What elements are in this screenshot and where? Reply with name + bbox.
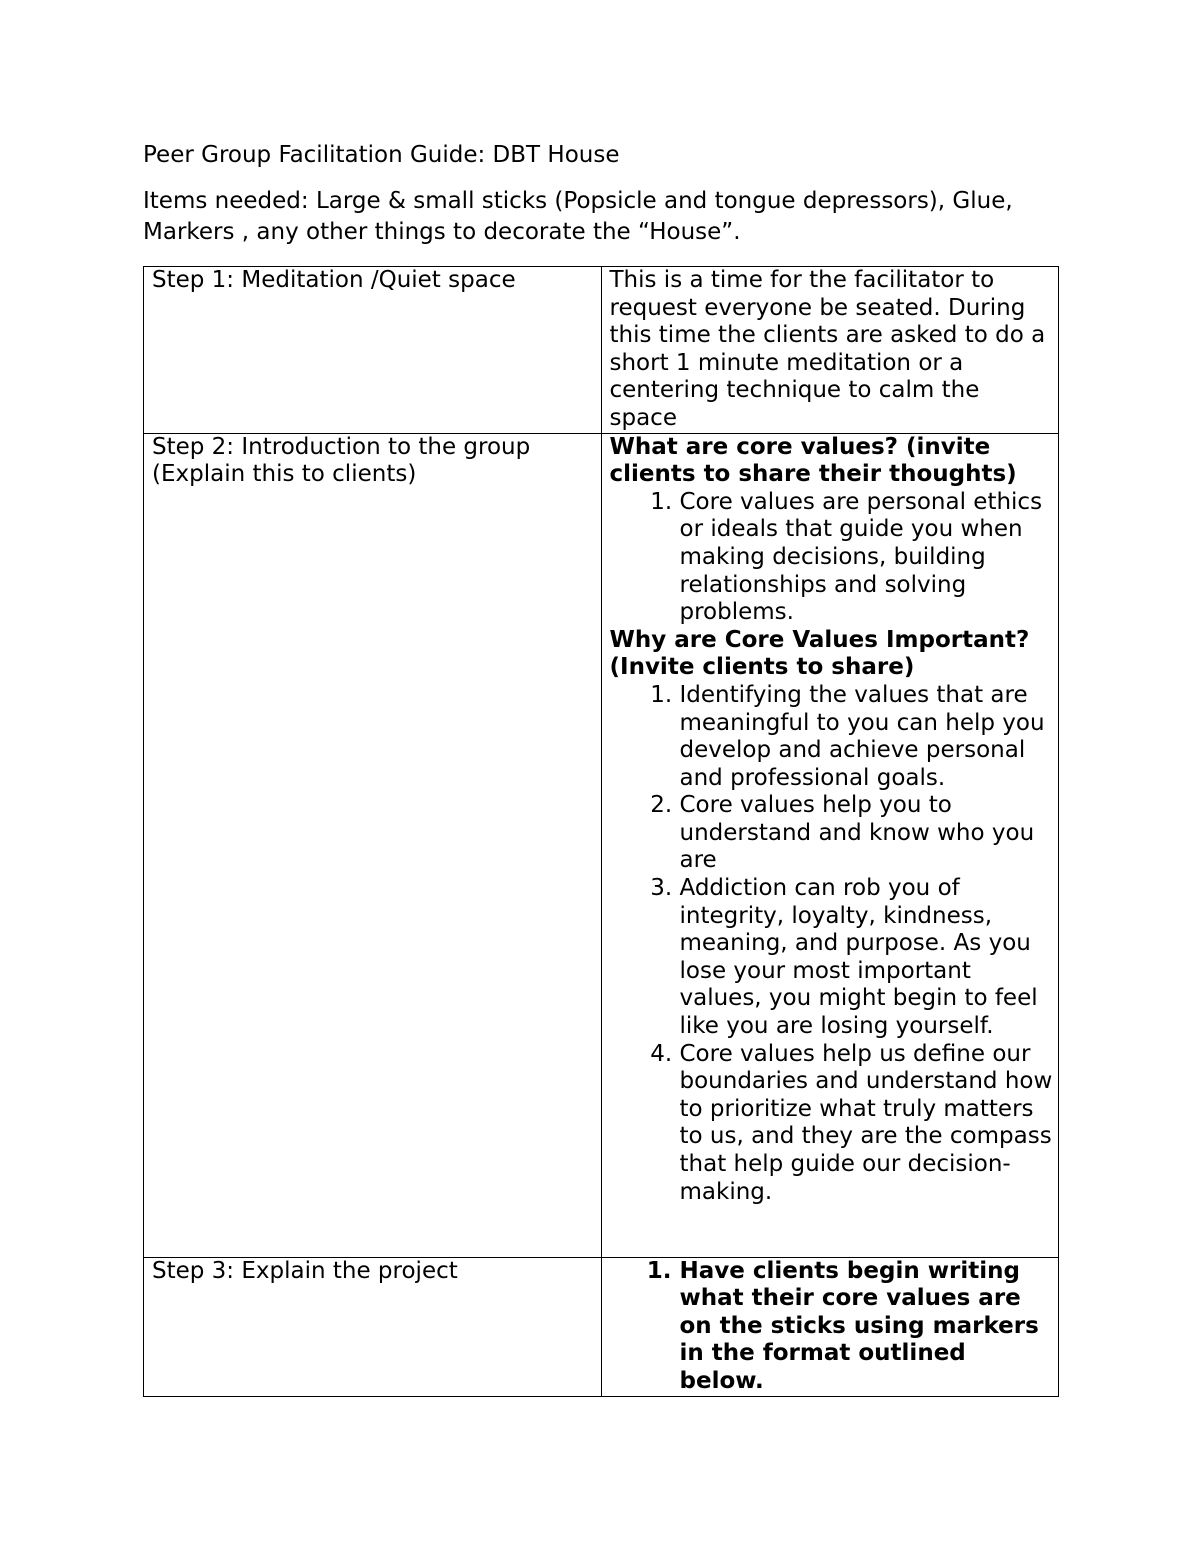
steps-table — [143, 266, 1059, 1397]
list-item: 3. Addiction can rob you of integrity, loyalty, kindness, meaning, and purpose. As you lose your most important values, you might begin to feel like you are losing yourself. — [680, 875, 1055, 1041]
step-1-body: This is a time for the facilitator to request everyone be seated. During this time the clients are asked to do a short 1 minute meditation or a centering technique to calm the space — [609, 267, 1046, 431]
items-needed-text: Items needed: Large & small sticks (Popsicle and tongue depressors), Glue, Markers , any other things to decorate the “House”. — [143, 188, 1013, 245]
step-3-label: Step 3: Explain the project — [152, 1257, 458, 1284]
list-item: 1. Identifying the values that are meaningful to you can help you develop and achieve personal and professional goals. — [680, 682, 1055, 792]
table-row — [144, 1257, 1059, 1396]
document-page — [143, 140, 1063, 1397]
step-2-label: Step 2: Introduction to the group — [152, 433, 531, 460]
table-row — [144, 433, 1059, 1257]
step-2-label-note: (Explain this to clients) — [152, 461, 417, 488]
step-1-label: Step 1: Meditation /Quiet space — [152, 267, 516, 293]
importance-list — [610, 682, 1055, 1206]
project-steps-list — [610, 1258, 1055, 1396]
core-values-list — [610, 489, 1055, 627]
table-row — [144, 267, 1059, 434]
step-2-body-cell — [601, 433, 1059, 1257]
step-1-label-cell — [144, 267, 602, 434]
step-1-body-cell — [601, 267, 1059, 434]
list-item: 4. Core values help us define our boundaries and understand how to prioritize what truly matters to us, and they are the compass that help guide our decision-making. — [680, 1041, 1055, 1207]
list-item: 1. Core values are personal ethics or ideals that guide you when making decisions, building relationships and solving problems. — [680, 489, 1055, 627]
step-2-label-cell — [144, 433, 602, 1257]
importance-heading: Why are Core Values Important? (Invite clients to share) — [609, 626, 1030, 681]
core-values-heading: What are core values? (invite clients to share their thoughts) — [609, 433, 1017, 488]
step-3-label-cell — [144, 1257, 602, 1396]
document-title: Peer Group Facilitation Guide: DBT House — [143, 142, 620, 168]
step-3-body-cell — [601, 1257, 1059, 1396]
list-item: 1. Have clients begin writing what their core values are on the sticks using markers in the format outlined below. — [680, 1258, 1055, 1396]
list-item: 2. Core values help you to understand and know who you are — [680, 792, 1055, 875]
